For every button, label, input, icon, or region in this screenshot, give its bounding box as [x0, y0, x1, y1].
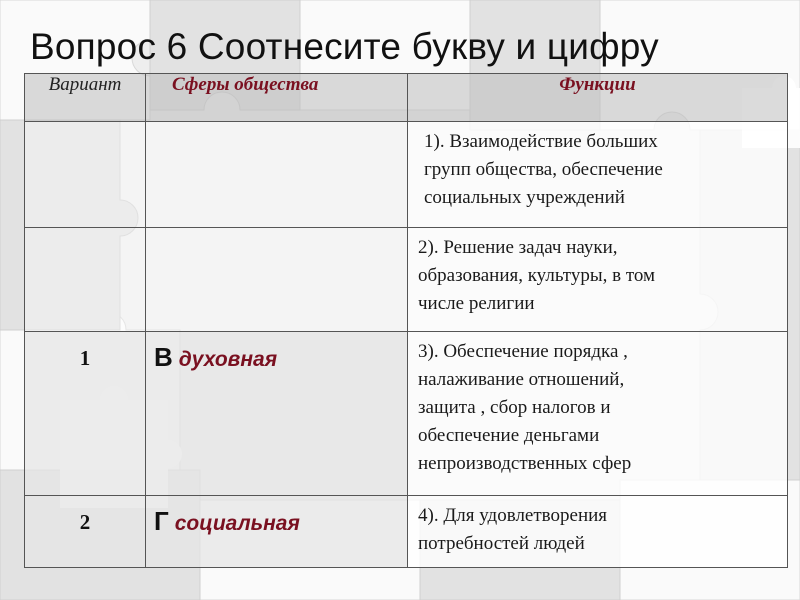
- answer-letter: В: [154, 342, 173, 372]
- function-line: социальных учреждений: [424, 187, 625, 208]
- sphere-cell: [146, 332, 408, 496]
- function-line: потребностей людей: [418, 533, 585, 554]
- sphere-cell: [146, 496, 408, 568]
- table-row: [25, 122, 788, 228]
- table-row: [25, 228, 788, 332]
- page-title: Вопрос 6 Соотнесите букву и цифру: [30, 26, 659, 67]
- variant-cell: [25, 228, 146, 332]
- variant-number: 2: [25, 496, 146, 568]
- function-cell: [408, 332, 788, 496]
- function-cell: [408, 496, 788, 568]
- sphere-cell: [146, 122, 408, 228]
- matching-table: [24, 73, 788, 568]
- sphere-name: социальная: [174, 512, 300, 535]
- table-row: [25, 496, 788, 568]
- variant-number: 1: [25, 332, 146, 496]
- function-line: 2). Решение задач науки,: [418, 237, 618, 258]
- function-line: обеспечение деньгами: [418, 425, 600, 446]
- function-line: непроизводственных сфер: [418, 453, 632, 474]
- variant-cell: [25, 122, 146, 228]
- function-line: групп общества, обеспечение: [424, 159, 663, 180]
- function-line: числе религии: [418, 293, 535, 314]
- header-spheres: Сферы общества: [146, 74, 408, 122]
- header-functions: Функции: [408, 74, 788, 122]
- function-line: защита , сбор налогов и: [418, 397, 611, 418]
- function-line: 4). Для удовлетворения: [418, 505, 608, 526]
- function-line: образования, культуры, в том: [418, 265, 656, 286]
- sphere-name: духовная: [178, 348, 278, 371]
- table-row: [25, 332, 788, 496]
- header-variant: Вариант: [25, 74, 146, 122]
- answer-letter: Г: [154, 506, 169, 536]
- function-line: 3). Обеспечение порядка ,: [418, 341, 628, 362]
- function-line: 1). Взаимодействие больших: [424, 131, 658, 152]
- sphere-cell: [146, 228, 408, 332]
- function-line: налаживание отношений,: [418, 369, 625, 390]
- table-header-row: [25, 74, 788, 122]
- function-cell: [408, 122, 788, 228]
- function-cell: [408, 228, 788, 332]
